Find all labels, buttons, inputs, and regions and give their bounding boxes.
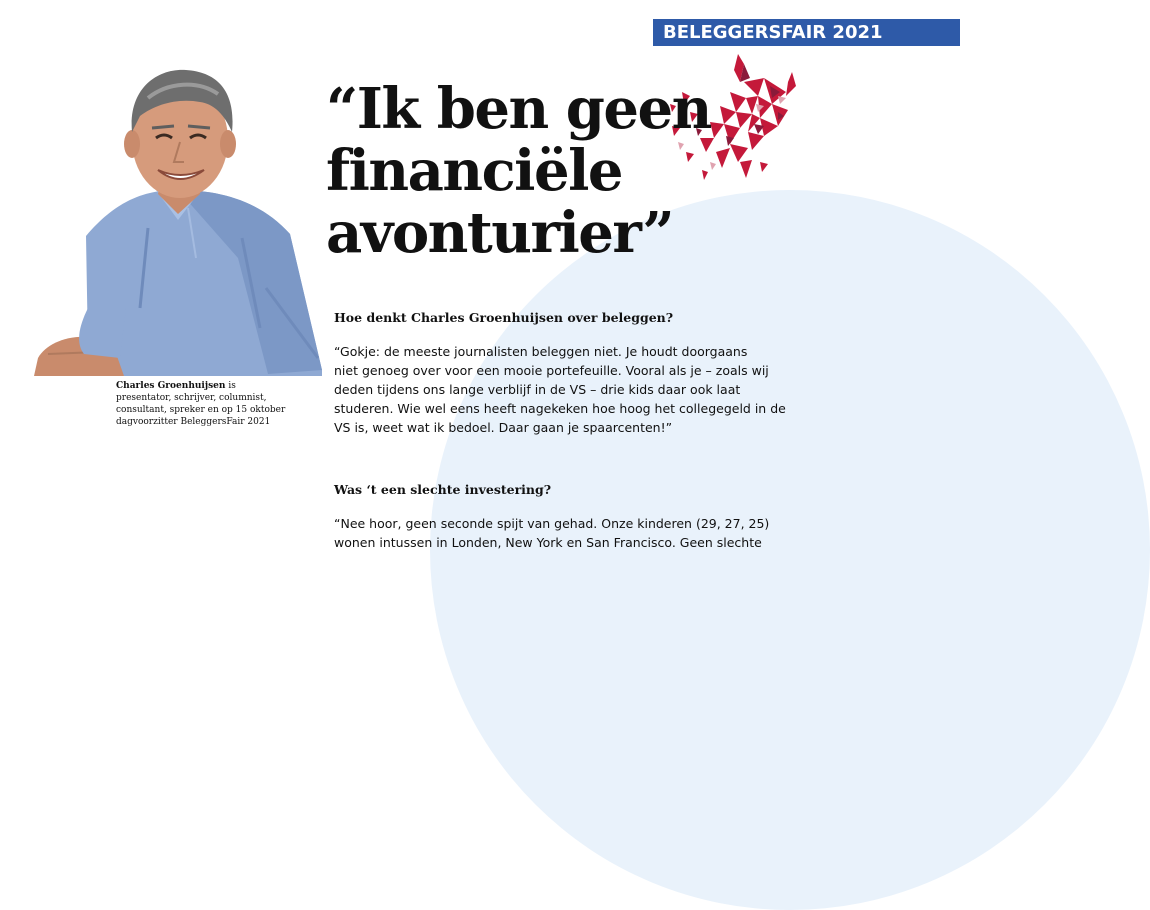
caption-text: is (228, 381, 236, 391)
answer-paragraph (334, 514, 769, 552)
answer-line: niet genoeg over voor een mooie portefeuille. Vooral als je – zoals wij (334, 363, 769, 378)
question-heading: Hoe denkt Charles Groenhuijsen over beleggen? (334, 310, 674, 325)
headline-line: avonturier” (326, 200, 674, 266)
answer-line: studeren. Wie wel eens heeft nagekeken hoe hoog het collegegeld in de (334, 401, 786, 416)
banner-label: BELEGGERSFAIR 2021 (663, 22, 883, 43)
answer-line: VS is, weet wat ik bedoel. Daar gaan je spaarcenten!” (334, 420, 673, 435)
portrait-photo (28, 58, 328, 390)
headline-line: “Ik ben geen (326, 76, 711, 142)
answer-paragraph (334, 342, 786, 437)
answer-line: “Nee hoor, geen seconde spijt van gehad. Onze kinderen (29, 27, 25) (334, 516, 770, 531)
caption-name: Charles Groenhuijsen (116, 381, 226, 391)
caption-text: dagvoorzitter BeleggersFair 2021 (116, 417, 271, 427)
headline (326, 76, 711, 266)
answer-line: “Gokje: de meeste journalisten beleggen niet. Je houdt doorgaans (334, 344, 748, 359)
headline-line: financiële (326, 138, 622, 204)
answer-line: wonen intussen in Londen, New York en San Francisco. Geen slechte (334, 535, 762, 550)
photo-caption (116, 380, 316, 428)
caption-text: consultant, spreker en op 15 oktober (116, 405, 286, 415)
answer-line: deden tijdens ons lange verblijf in de VS – drie kids daar ook laat (334, 382, 741, 397)
event-banner (653, 19, 960, 46)
question-heading: Was ‘t een slechte investering? (334, 482, 552, 497)
caption-text: presentator, schrijver, columnist, (116, 393, 267, 403)
